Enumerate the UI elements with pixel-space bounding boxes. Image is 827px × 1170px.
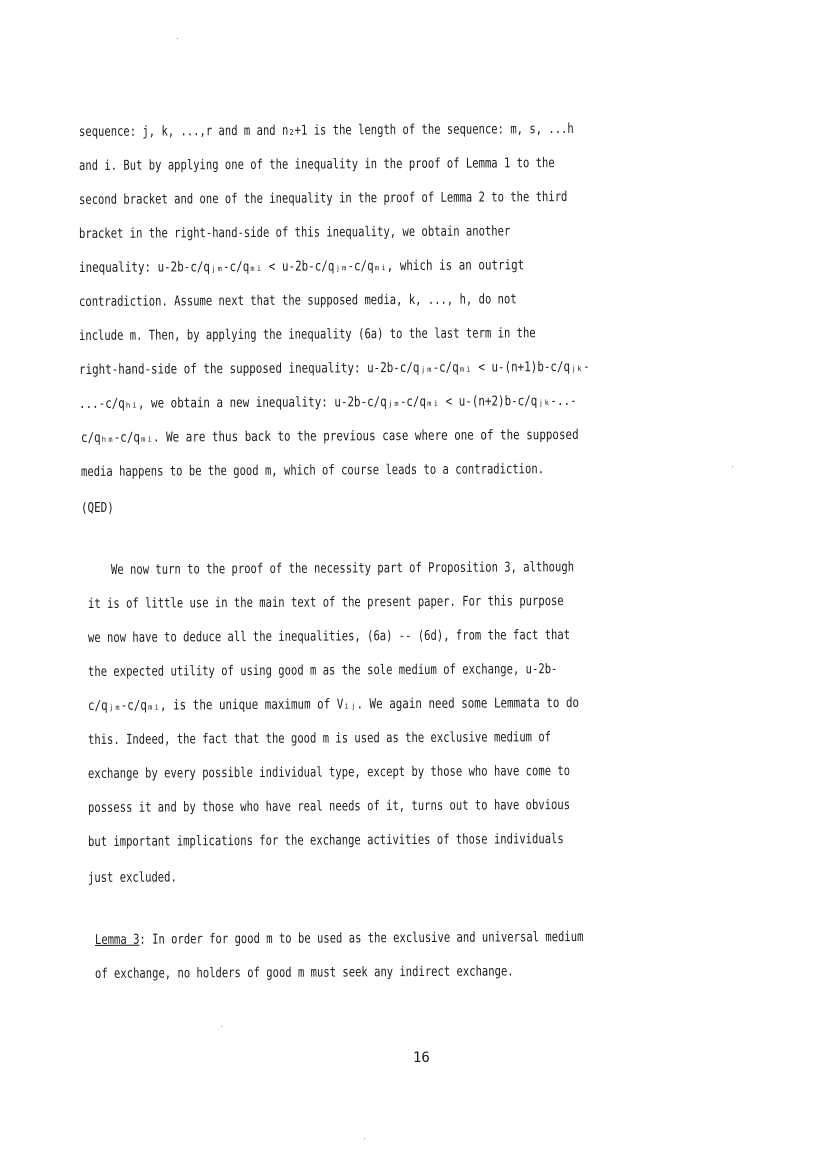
text-line: right-hand-side of the supposed inequality: u-2b-c/qⱼₘ-c/qₘᵢ < u-(n+1)b-c/qⱼₖ- xyxy=(78,358,590,378)
text-line: the expected utility of using good m as the sole medium of exchange, u-2b- xyxy=(87,661,558,680)
text-line: we now have to deduce all the inequalities, (6a) -- (6d), from the fact that xyxy=(87,627,571,646)
text-line: it is of little use in the main text of the present paper. For this purpose xyxy=(87,593,564,612)
text-line: but important implications for the exchange activities of those individuals xyxy=(87,831,564,850)
text-line: c/qⱼₘ-c/qₘᵢ, is the unique maximum of Vᵢⱼ. We again need some Lemmata to do xyxy=(87,695,580,714)
qed-mark: (QED) xyxy=(81,500,114,516)
text-line: and i. But by applying one of the inequality in the proof of Lemma 1 to the xyxy=(78,155,555,174)
text-line: exchange by every possible individual type, except by those who have come to xyxy=(87,763,571,782)
text-line: sequence: j, k, ...,r and m and n₂+1 is the length of the sequence: m, s, ...h xyxy=(78,120,574,140)
lemma-text: : In order for good m to be used as the exclusive and universal medium xyxy=(139,929,584,948)
scan-speck xyxy=(221,1026,222,1027)
text-line: this. Indeed, the fact that the good m is used as the exclusive medium of xyxy=(87,729,552,748)
text-line: ...-c/qₕᵢ, we obtain a new inequality: u-2b-c/qⱼₘ-c/qₘᵢ < u-(n+2)b-c/qⱼₖ-..- xyxy=(78,392,577,412)
text-line: second bracket and one of the inequality in the proof of Lemma 2 to the third xyxy=(78,189,568,208)
text-line: include m. Then, by applying the inequality (6a) to the last term in the xyxy=(78,325,536,344)
scan-speck xyxy=(732,466,733,467)
page-number: 16 xyxy=(413,1050,430,1066)
text-line: We now turn to the proof of the necessity part of Proposition 3, although xyxy=(110,559,575,578)
lemma-label: Lemma 3 xyxy=(94,931,140,948)
scan-speck xyxy=(364,1138,365,1139)
text-line: just excluded. xyxy=(87,869,177,886)
text-line: media happens to be the good m, which of course leads to a contradiction. xyxy=(80,461,545,480)
text-line: of exchange, no holders of good m must seek any indirect exchange. xyxy=(94,963,514,982)
text-line: possess it and by those who have real needs of it, turns out to have obvious xyxy=(87,797,571,816)
text-line: contradiction. Assume next that the supposed media, k, ..., h, do not xyxy=(78,291,517,310)
text-line xyxy=(95,929,583,948)
text-line: bracket in the right-hand-side of this inequality, we obtain another xyxy=(78,223,511,242)
scan-speck xyxy=(177,38,178,39)
text-line: c/qₕₘ-c/qₘᵢ. We are thus back to the previous case where one of the supposed xyxy=(80,426,579,446)
text-line: inequality: u-2b-c/qⱼₘ-c/qₘᵢ < u-2b-c/qⱼₘ-c/qₘᵢ, which is an outrigt xyxy=(78,257,525,276)
